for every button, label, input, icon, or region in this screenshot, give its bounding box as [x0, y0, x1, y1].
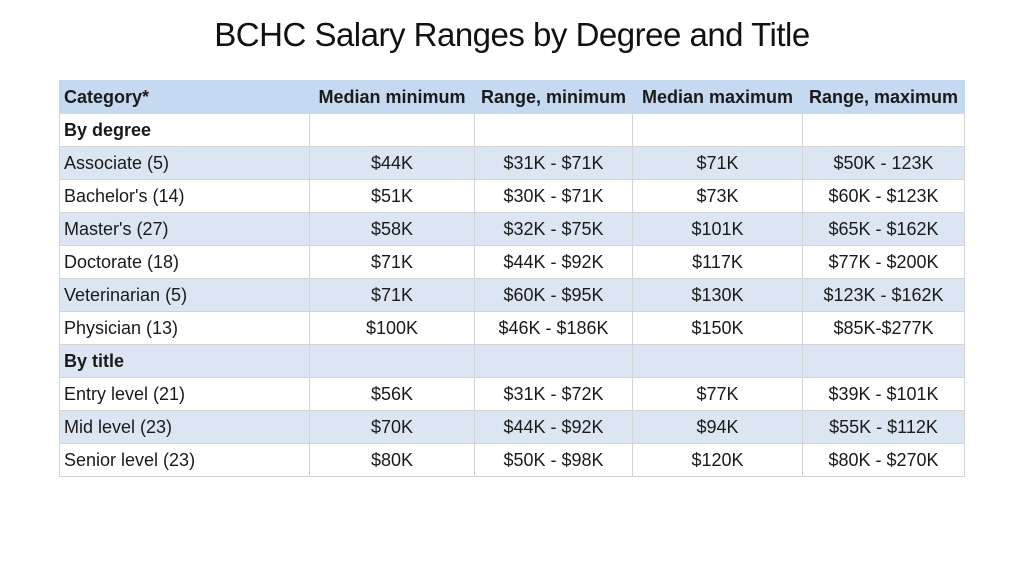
range-max-cell: $50K - 123K [803, 147, 965, 180]
section-row-by-degree [60, 114, 965, 147]
table-row [60, 246, 965, 279]
category-cell: Mid level (23) [60, 411, 310, 444]
median-min-cell: $71K [310, 246, 475, 279]
header-row [60, 81, 965, 114]
table-row [60, 180, 965, 213]
section-label: By degree [60, 114, 310, 147]
range-min-cell: $32K - $75K [475, 213, 633, 246]
median-min-cell: $100K [310, 312, 475, 345]
category-cell: Associate (5) [60, 147, 310, 180]
empty-cell [310, 345, 475, 378]
table-row [60, 213, 965, 246]
empty-cell [803, 114, 965, 147]
slide-title: BCHC Salary Ranges by Degree and Title [214, 16, 810, 53]
table-row [60, 444, 965, 477]
empty-cell [633, 345, 803, 378]
section-row-by-title [60, 345, 965, 378]
range-min-cell: $44K - $92K [475, 411, 633, 444]
range-max-cell: $80K - $270K [803, 444, 965, 477]
category-cell: Master's (27) [60, 213, 310, 246]
range-max-cell: $39K - $101K [803, 378, 965, 411]
range-min-cell: $30K - $71K [475, 180, 633, 213]
header-range-maximum: Range, maximum [803, 81, 965, 114]
median-max-cell: $120K [633, 444, 803, 477]
header-range-minimum: Range, minimum [475, 81, 633, 114]
salary-table [59, 80, 965, 477]
median-min-cell: $71K [310, 279, 475, 312]
range-max-cell: $77K - $200K [803, 246, 965, 279]
range-max-cell: $65K - $162K [803, 213, 965, 246]
median-max-cell: $117K [633, 246, 803, 279]
range-max-cell: $60K - $123K [803, 180, 965, 213]
table-row [60, 279, 965, 312]
range-min-cell: $31K - $72K [475, 378, 633, 411]
empty-cell [310, 114, 475, 147]
median-max-cell: $130K [633, 279, 803, 312]
median-min-cell: $58K [310, 213, 475, 246]
median-max-cell: $150K [633, 312, 803, 345]
range-min-cell: $31K - $71K [475, 147, 633, 180]
header-median-minimum: Median minimum [310, 81, 475, 114]
median-max-cell: $101K [633, 213, 803, 246]
table-row [60, 312, 965, 345]
median-max-cell: $73K [633, 180, 803, 213]
median-min-cell: $80K [310, 444, 475, 477]
median-min-cell: $70K [310, 411, 475, 444]
median-min-cell: $51K [310, 180, 475, 213]
range-max-cell: $55K - $112K [803, 411, 965, 444]
category-cell: Physician (13) [60, 312, 310, 345]
empty-cell [803, 345, 965, 378]
table-row [60, 378, 965, 411]
range-min-cell: $44K - $92K [475, 246, 633, 279]
category-cell: Bachelor's (14) [60, 180, 310, 213]
empty-cell [633, 114, 803, 147]
category-cell: Veterinarian (5) [60, 279, 310, 312]
empty-cell [475, 345, 633, 378]
range-min-cell: $60K - $95K [475, 279, 633, 312]
category-cell: Entry level (21) [60, 378, 310, 411]
section-label: By title [60, 345, 310, 378]
median-max-cell: $71K [633, 147, 803, 180]
median-max-cell: $94K [633, 411, 803, 444]
range-min-cell: $50K - $98K [475, 444, 633, 477]
median-min-cell: $56K [310, 378, 475, 411]
median-min-cell: $44K [310, 147, 475, 180]
range-max-cell: $85K-$277K [803, 312, 965, 345]
category-cell: Senior level (23) [60, 444, 310, 477]
table-row [60, 147, 965, 180]
header-category: Category* [60, 81, 310, 114]
category-cell: Doctorate (18) [60, 246, 310, 279]
header-median-maximum: Median maximum [633, 81, 803, 114]
empty-cell [475, 114, 633, 147]
range-max-cell: $123K - $162K [803, 279, 965, 312]
range-min-cell: $46K - $186K [475, 312, 633, 345]
table-row [60, 411, 965, 444]
median-max-cell: $77K [633, 378, 803, 411]
